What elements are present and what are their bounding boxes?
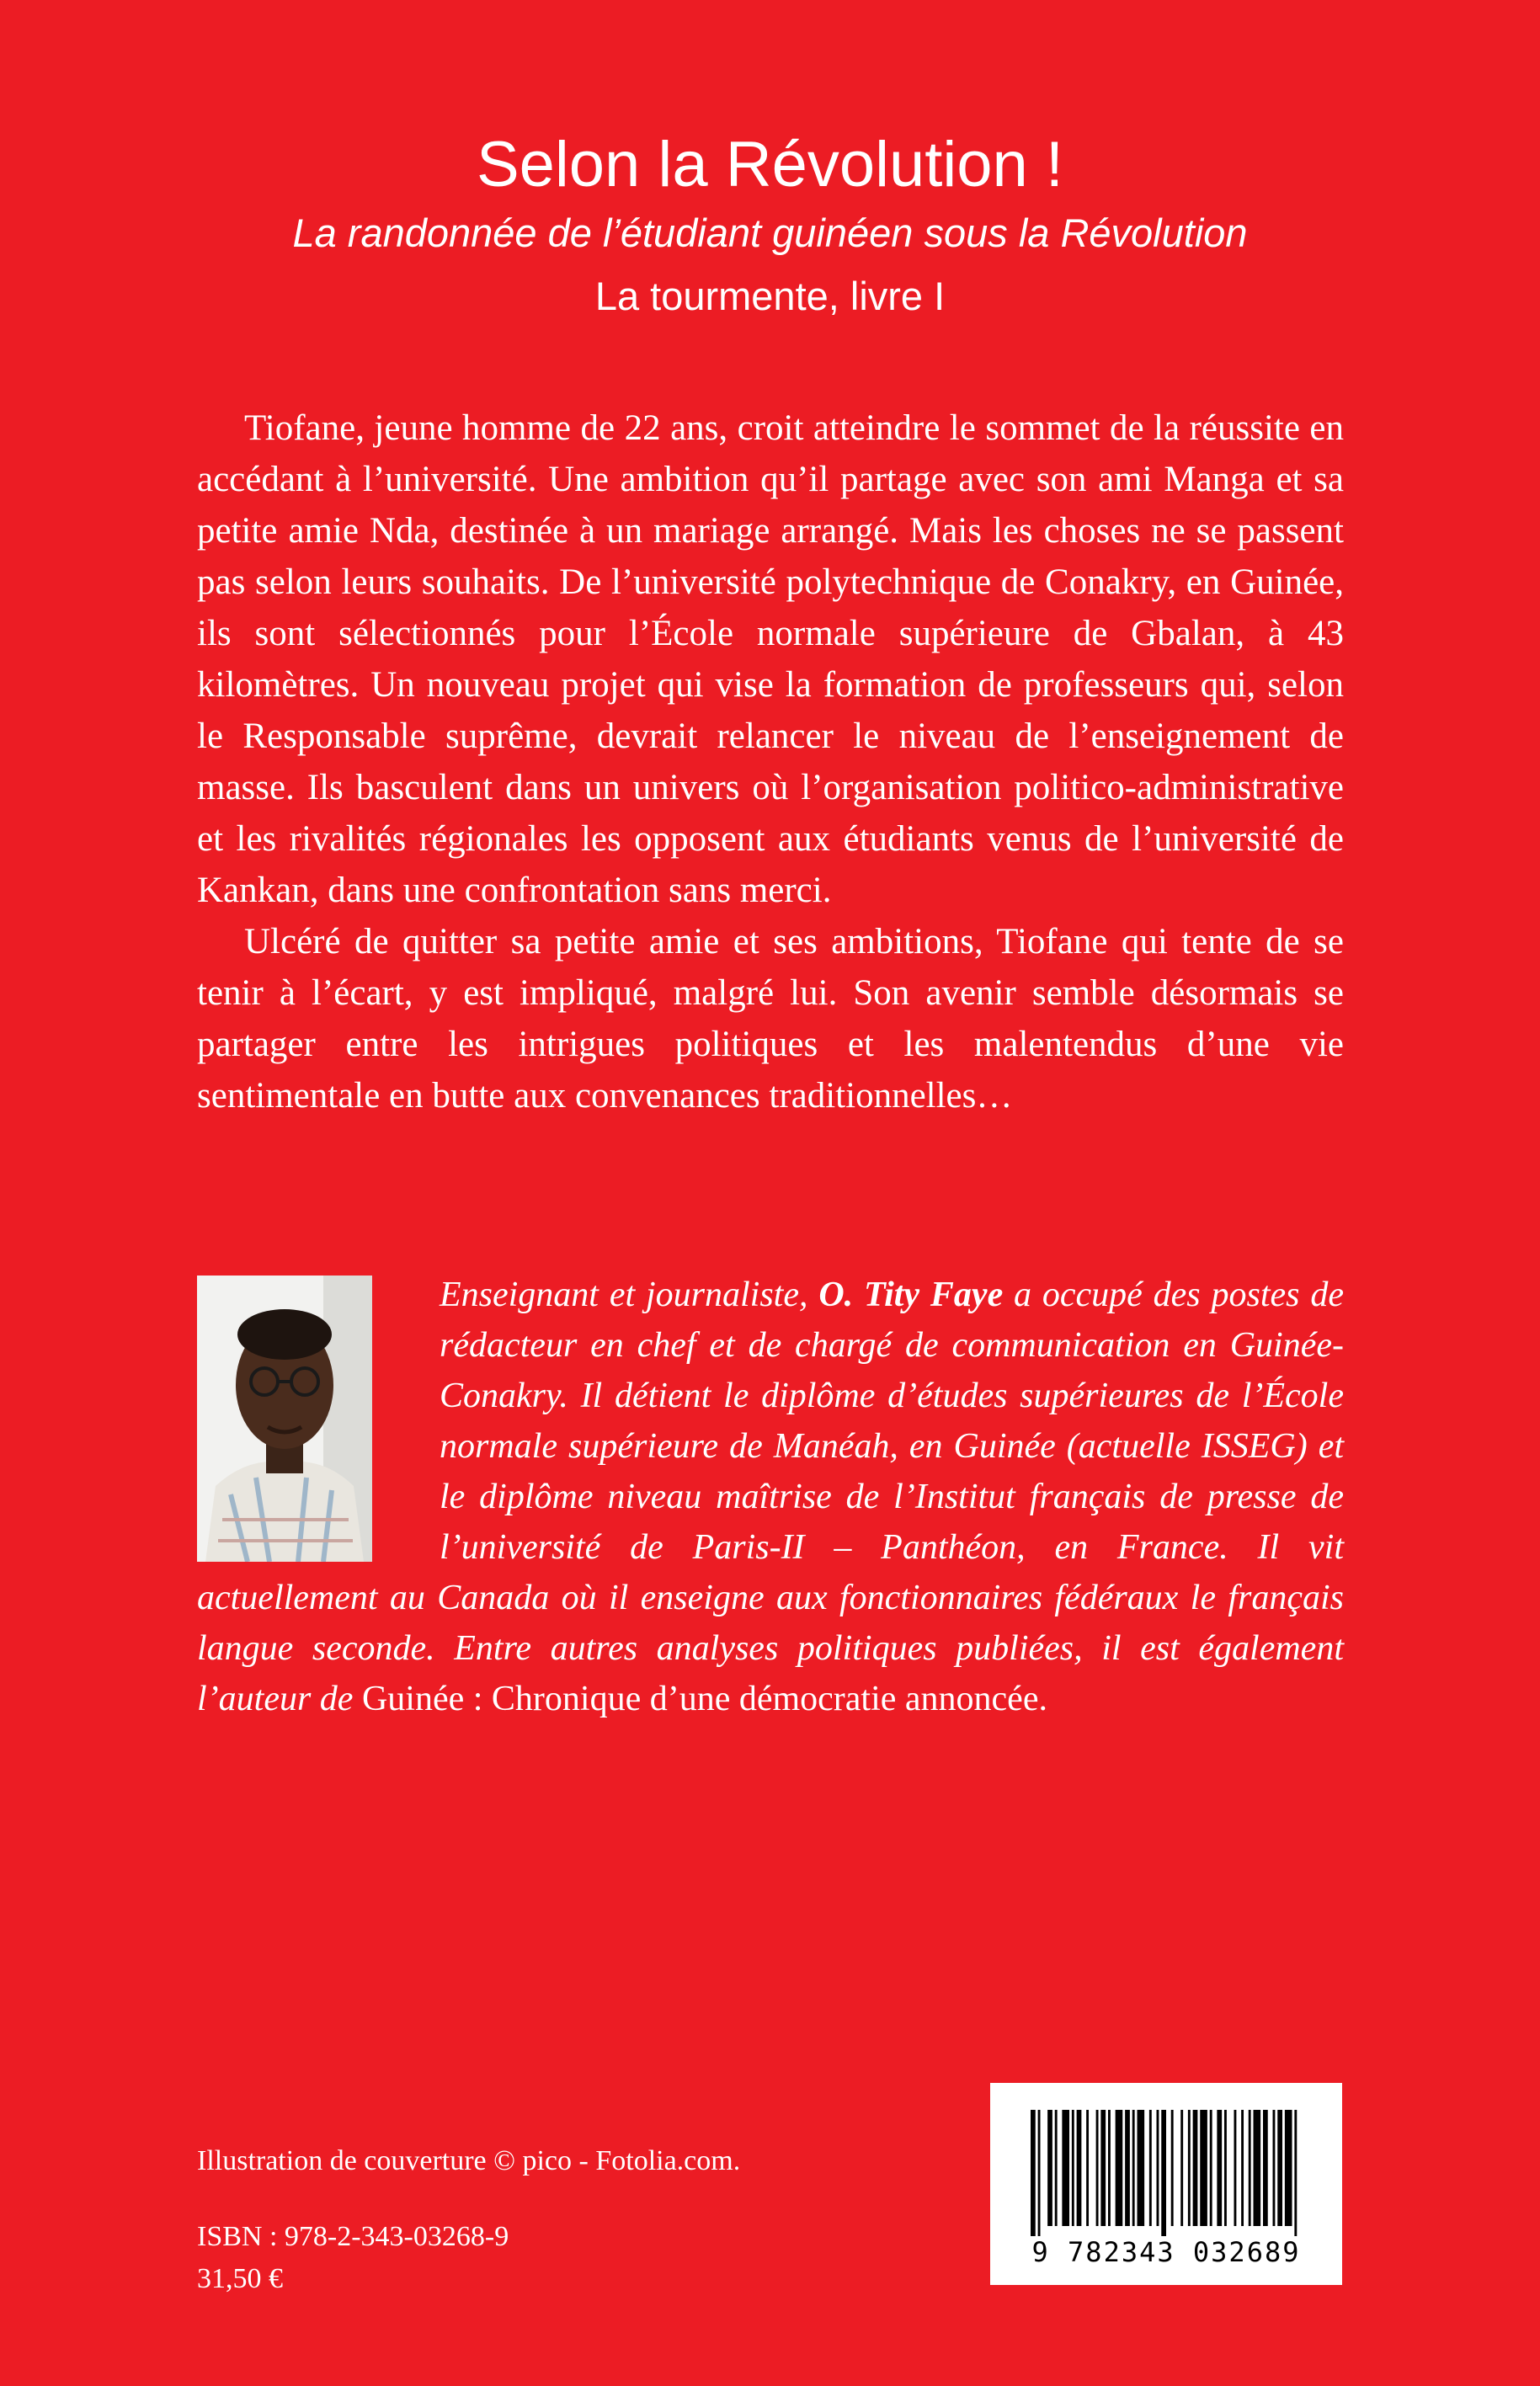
barcode-bar [1285, 2110, 1292, 2226]
barcode-bar [1116, 2110, 1123, 2226]
barcode-bar [1149, 2110, 1152, 2226]
barcode-bar [1200, 2110, 1207, 2226]
barcode-bar [1125, 2110, 1130, 2226]
barcode-bar [1038, 2110, 1041, 2236]
barcode-bar [1161, 2110, 1166, 2236]
barcode-bar [1086, 2110, 1089, 2226]
blurb-paragraph-1: Tiofane, jeune homme de 22 ans, croit atteindre le sommet de la réussite en accédant à l’université. Une ambition qu’il partage avec son ami Manga et sa petite amie Nda, destinée à un mariage arrangé. Mais les choses ne se passent pas selon leurs souhaits. De l’université polytechnique de Conakry, en Guinée, ils sont sélectionnés pour l’École normale supérieure de Gbalan, à 43 kilomètres. Un nouveau projet qui vise la formation de professeurs qui, selon le Responsable suprême, devrait relancer le niveau de l’enseignement de masse. Ils basculent dans un univers où l’organisation politico-administrative et les rivalités régionales les opposent aux étudiants venus de l’université de Kankan, dans une confrontation sans merci. [197, 408, 1344, 910]
barcode-bar [1210, 2110, 1212, 2226]
barcode-bar [1217, 2110, 1222, 2226]
barcode-bar [1193, 2110, 1198, 2226]
barcode-bar [1055, 2110, 1058, 2226]
barcode-bar [1188, 2110, 1191, 2226]
book-title: Selon la Révolution ! [476, 129, 1064, 200]
author-name: O. Tity Faye [818, 1276, 1004, 1314]
cover-credit: Illustration de couverture © pico - Fotolia.com. [197, 2145, 741, 2176]
book-subtitle: La randonnée de l’étudiant guinéen sous la Révolution [292, 210, 1248, 255]
barcode-bar [1254, 2110, 1261, 2226]
price: 31,50 € [197, 2263, 283, 2294]
author-bio [197, 1270, 1344, 1724]
back-cover-blurb [197, 402, 1344, 1121]
photo-spacer [197, 1270, 440, 1564]
barcode-bar [1047, 2110, 1052, 2226]
barcode-bar [1171, 2110, 1174, 2226]
barcode-bar [1294, 2110, 1297, 2236]
barcode-bar [1100, 2110, 1106, 2226]
title-block [0, 126, 1540, 330]
barcode-bar [1249, 2110, 1251, 2226]
barcode-bar [1132, 2110, 1135, 2226]
barcode-bar [1180, 2110, 1183, 2226]
barcode-bar [1263, 2110, 1268, 2226]
barcode-bar [1224, 2110, 1227, 2226]
book-series: La tourmente, livre I [594, 274, 946, 318]
barcode-bar [1157, 2110, 1159, 2226]
blurb-paragraph-2: Ulcéré de quitter sa petite amie et ses ambitions, Tiofane qui tente de se tenir à l’écart, y est impliqué, malgré lui. Son avenir semble désormais se partager entre les intrigues politiques et les malentendus d’une vie sentimentale en butte aux convenances traditionnelles… [197, 922, 1344, 1116]
barcode-bar [1077, 2110, 1082, 2226]
barcode-bar [1108, 2110, 1111, 2226]
barcode-bar [1138, 2110, 1145, 2226]
other-book-title: Guinée : Chronique d’une démocratie annoncée. [361, 1680, 1047, 1718]
barcode-bar [1062, 2110, 1069, 2226]
barcode-digits: 9 782343 032689 [1031, 2236, 1301, 2268]
barcode [990, 2083, 1342, 2285]
bio-body: a occupé des postes de rédacteur en chef et de chargé de communication en Guinée-Conakry. Il détient le diplôme d’études supérieures de l’École normale supérieure de Manéah, en Guinée (actuelle ISSEG) et le diplôme niveau maîtrise de l’Institut français de presse de l’université de Paris-II – Panthéon, en France. Il vit actuellement au Canada où il enseigne aux fonctionnaires fédéraux le français langue seconde. Entre autres analyses politiques publiées, il est également l’auteur de [197, 1276, 1344, 1718]
bio-intro: Enseignant et journaliste, [440, 1276, 819, 1314]
barcode-bar [1273, 2110, 1276, 2226]
barcode-bar [1096, 2110, 1099, 2226]
barcode-bars [1031, 2110, 1302, 2236]
barcode-bar [1072, 2110, 1074, 2226]
barcode-bar [1241, 2110, 1244, 2226]
barcode-bar [1031, 2110, 1036, 2236]
barcode-bar [1277, 2110, 1282, 2226]
barcode-bar [1234, 2110, 1237, 2226]
isbn: ISBN : 978-2-343-03268-9 [197, 2221, 509, 2252]
